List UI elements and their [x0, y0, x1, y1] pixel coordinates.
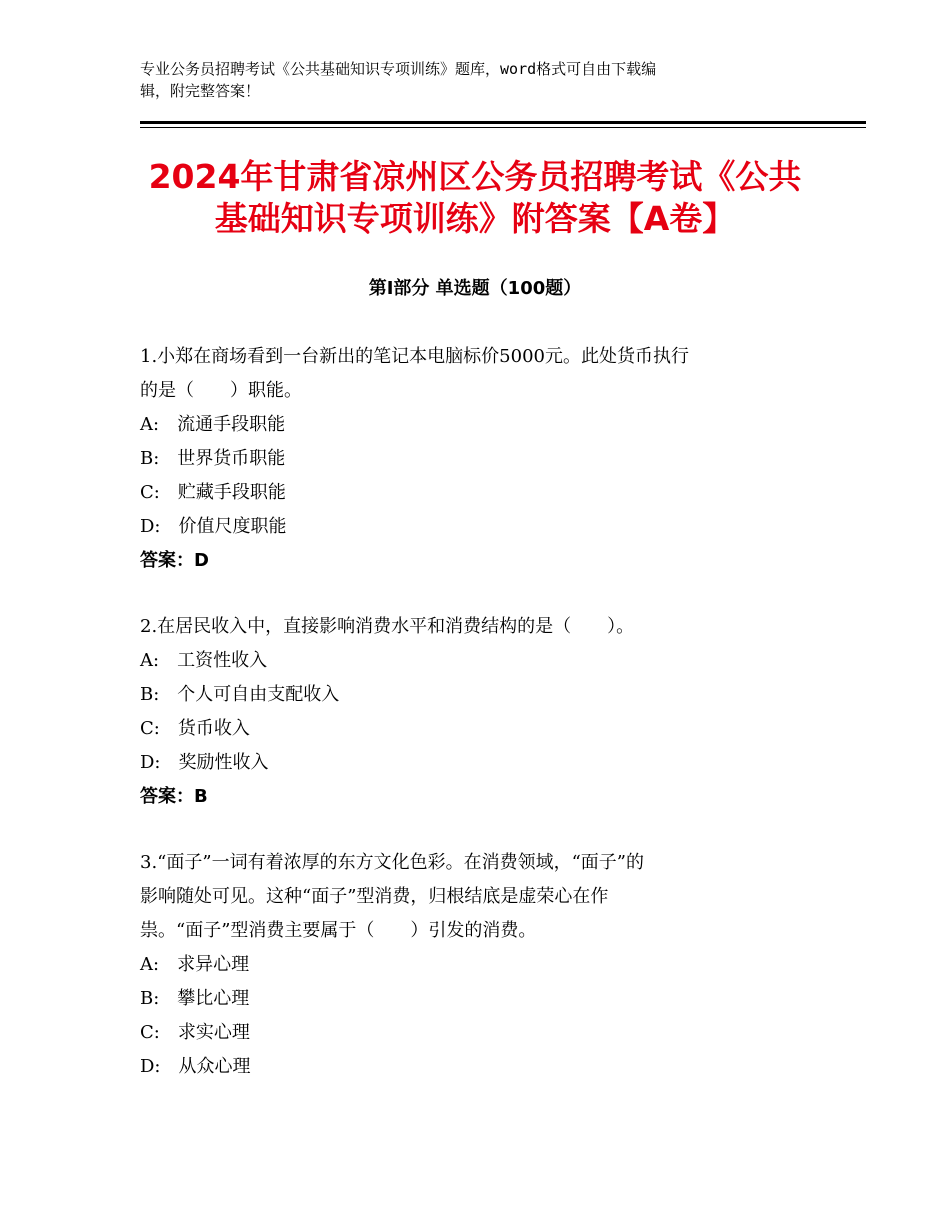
- option-a: A: 工资性收入: [140, 650, 268, 671]
- question-stem-line: 1.小郑在商场看到一台新出的笔记本电脑标价5000元。此处货币执行: [140, 346, 689, 367]
- option-b: B: 攀比心理: [140, 988, 250, 1009]
- question-stem: [140, 610, 810, 644]
- header-note-line-1: 专业公务员招聘考试《公共基础知识专项训练》题库，word格式可自由下载编: [140, 60, 657, 78]
- question-stem-line: 3.“面子”一词有着浓厚的东方文化色彩。在消费领域，“面子”的: [140, 852, 644, 873]
- option-a: A: 流通手段职能: [140, 414, 286, 435]
- question-2: [140, 610, 810, 814]
- header-note: [140, 58, 800, 102]
- document-title: [110, 156, 840, 240]
- option-d: D: 从众心理: [140, 1056, 251, 1077]
- option-c: C: 货币收入: [140, 718, 250, 739]
- document-title-line-1: 2024年甘肃省凉州区公务员招聘考试《公共: [148, 157, 802, 196]
- question-stem-line: 影响随处可见。这种“面子”型消费，归根结底是虚荣心在作: [140, 886, 609, 907]
- document-title-line-2: 基础知识专项训练》附答案【A卷】: [214, 199, 736, 238]
- option-c: C: 贮藏手段职能: [140, 482, 286, 503]
- question-stem-line: 的是（ ）职能。: [140, 380, 302, 401]
- option-a: A: 求异心理: [140, 954, 250, 975]
- option-b: B: 个人可自由支配收入: [140, 684, 340, 705]
- question-1: [140, 340, 810, 578]
- question-stem: [140, 340, 810, 408]
- question-list: [140, 340, 810, 1116]
- answer: 答案：B: [140, 786, 208, 807]
- question-stem-line: 祟。“面子”型消费主要属于（ ）引发的消费。: [140, 920, 537, 941]
- option-b: B: 世界货币职能: [140, 448, 286, 469]
- option-d: D: 价值尺度职能: [140, 516, 287, 537]
- answer: 答案：D: [140, 550, 209, 571]
- option-c: C: 求实心理: [140, 1022, 250, 1043]
- question-stem-line: 2.在居民收入中，直接影响消费水平和消费结构的是（ ）。: [140, 616, 635, 637]
- section-title: 第Ⅰ部分 单选题（100题）: [368, 278, 582, 299]
- header-rule-thin: [140, 127, 866, 128]
- header-note-line-2: 辑，附完整答案！: [140, 82, 261, 100]
- header-rule-thick: [140, 121, 866, 124]
- option-d: D: 奖励性收入: [140, 752, 269, 773]
- question-3: [140, 846, 810, 1084]
- question-stem: [140, 846, 810, 948]
